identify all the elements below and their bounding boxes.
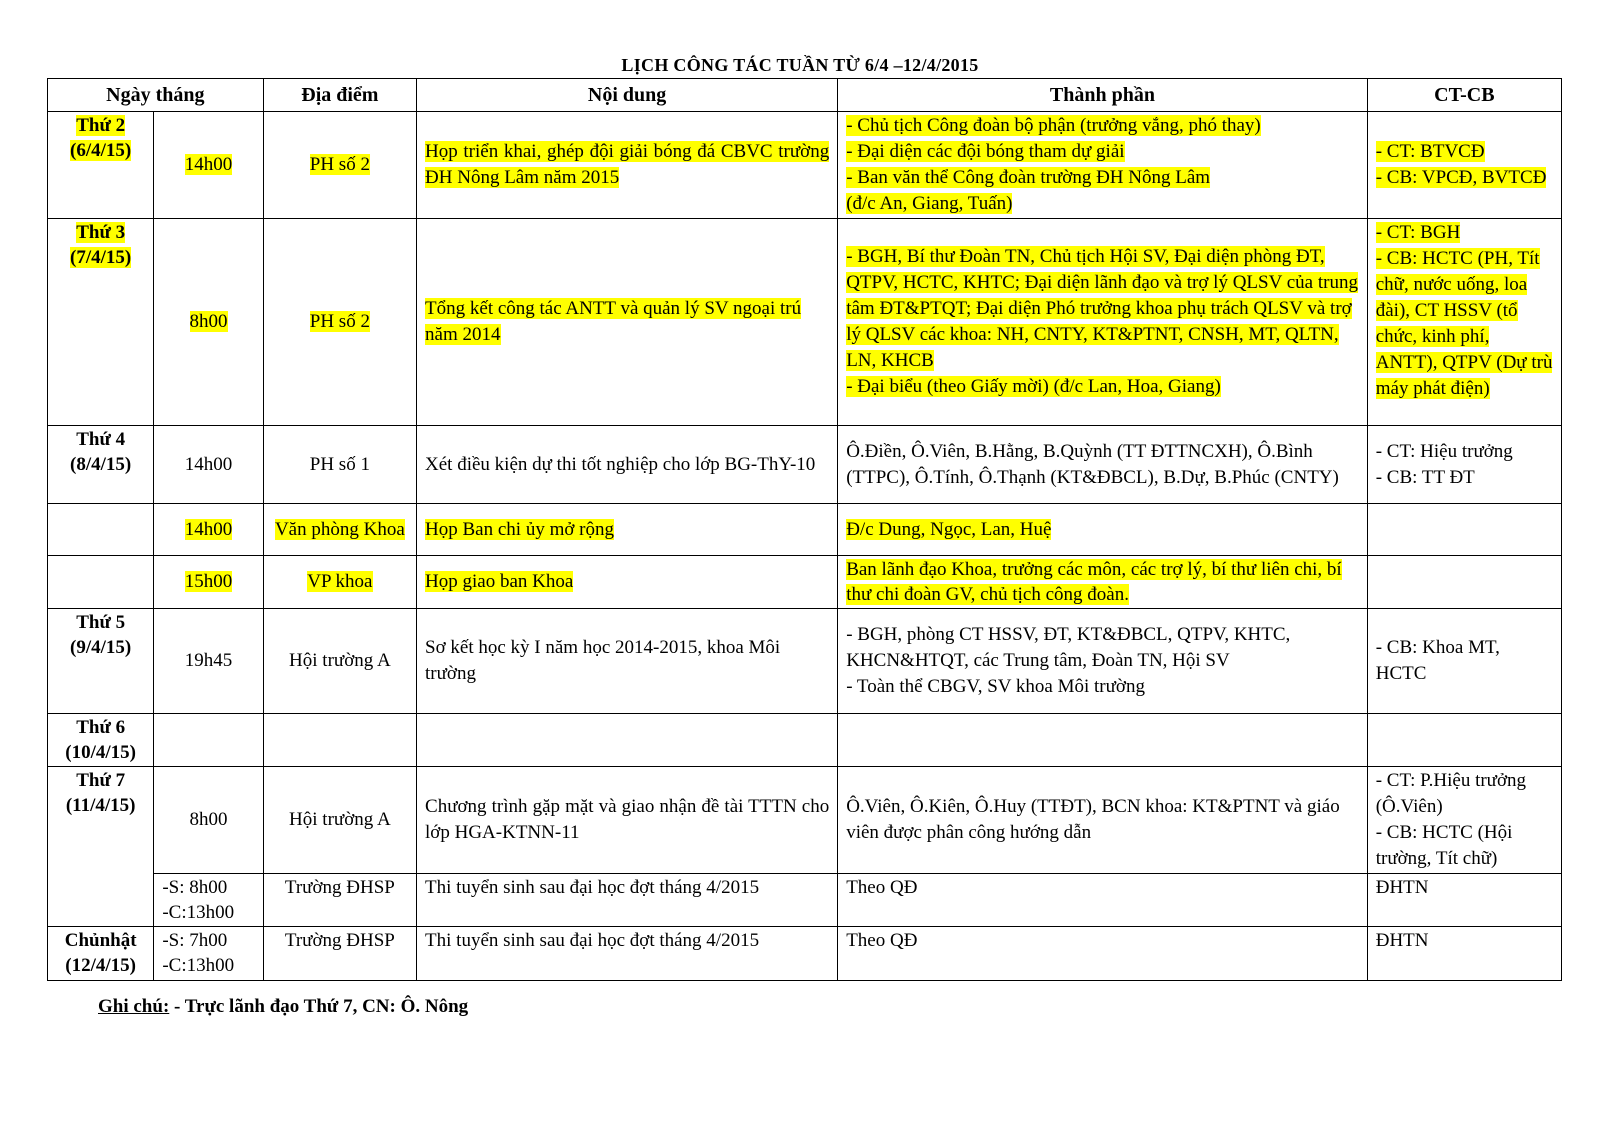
schedule-table xyxy=(47,78,1562,981)
page-title: LỊCH CÔNG TÁC TUẦN TỪ 6/4 –12/4/2015 xyxy=(621,55,979,75)
content-cell: Họp Ban chi ủy mở rộng xyxy=(425,518,614,540)
header-place: Địa điểm xyxy=(263,79,416,112)
ctcb-line: - CB: VPCĐ, BVTCĐ xyxy=(1375,167,1547,188)
place-cell: Hội trường A xyxy=(263,767,416,874)
day-date: (6/4/15) xyxy=(70,140,132,161)
ctcb-line: - CB: TT ĐT xyxy=(1375,466,1475,488)
day-name: Thứ 2 xyxy=(76,115,126,136)
table-row xyxy=(48,219,1562,426)
day-name: Thứ 7 xyxy=(76,770,126,791)
members-cell: Đ/c Dung, Ngọc, Lan, Huệ xyxy=(846,518,1052,540)
time-cell: 14h00 xyxy=(184,518,233,540)
place-cell: PH số 1 xyxy=(263,426,416,504)
day-name: Thứ 5 xyxy=(76,612,126,633)
day-date: (8/4/15) xyxy=(70,454,132,475)
members-line: - BGH, phòng CT HSSV, ĐT, KT&ĐBCL, QTPV, KHTC, KHCN&HTQT, các Trung tâm, Đoàn TN, Hội SV xyxy=(846,624,1291,671)
table-header-row xyxy=(48,79,1562,112)
members-line: (đ/c An, Giang, Tuấn) xyxy=(846,193,1013,214)
members-cell: Theo QĐ xyxy=(838,927,1368,981)
time-cell: 8h00 xyxy=(154,767,263,874)
place-cell: Trường ĐHSP xyxy=(263,874,416,927)
content-cell: Sơ kết học kỳ I năm học 2014-2015, khoa Môi trường xyxy=(417,609,838,714)
ctcb-cell: ĐHTN xyxy=(1367,927,1561,981)
content-cell: Thi tuyển sinh sau đại học đợt tháng 4/2015 xyxy=(417,874,838,927)
members-cell: Ban lãnh đạo Khoa, trưởng các môn, các trợ lý, bí thư liên chi, bí thư chi đoàn GV, chủ tịch công đoàn. xyxy=(846,559,1342,605)
day-date: (11/4/15) xyxy=(65,795,136,816)
header-members: Thành phần xyxy=(838,79,1368,112)
place-cell: Văn phòng Khoa xyxy=(274,518,405,540)
time-line: -C:13h00 xyxy=(162,902,235,923)
header-content: Nội dung xyxy=(417,79,838,112)
time-cell: 8h00 xyxy=(189,311,228,332)
day-date: (10/4/15) xyxy=(65,742,137,763)
day-date: (9/4/15) xyxy=(70,637,132,658)
members-cell: Ô.Viên, Ô.Kiên, Ô.Huy (TTĐT), BCN khoa: KT&PTNT và giáo viên được phân công hướng dẫn xyxy=(838,767,1368,874)
time-line: -S: 8h00 xyxy=(162,877,228,898)
footnote xyxy=(98,996,468,1018)
content-cell: Thi tuyển sinh sau đại học đợt tháng 4/2015 xyxy=(417,927,838,981)
day-cell xyxy=(48,609,154,714)
place-cell: VP khoa xyxy=(307,571,373,592)
table-row xyxy=(48,609,1562,714)
members-line: - Đại biểu (theo Giấy mời) (đ/c Lan, Hoa, Giang) xyxy=(846,376,1221,397)
ctcb-line: - CB: HCTC (PH, Tít chữ, nước uống, loa đài), CT HSSV (tổ chức, kinh phí, ANTT), QTPV (Dự trù máy phát điện) xyxy=(1375,248,1553,399)
content-cell: Họp giao ban Khoa xyxy=(425,571,574,592)
content-cell: Xét điều kiện dự thi tốt nghiệp cho lớp BG-ThY-10 xyxy=(417,426,838,504)
day-date: (7/4/15) xyxy=(70,247,132,268)
day-name: Thứ 3 xyxy=(76,222,126,243)
ctcb-cell: ĐHTN xyxy=(1367,874,1561,927)
table-row xyxy=(48,714,1562,767)
table-row xyxy=(48,767,1562,874)
day-cell xyxy=(48,426,154,504)
time-cell: 15h00 xyxy=(184,571,233,592)
footnote-label: Ghi chú: xyxy=(98,996,170,1017)
header-ctcb: CT-CB xyxy=(1367,79,1561,112)
ctcb-line: - CT: P.Hiệu trưởng (Ô.Viên) xyxy=(1375,770,1527,817)
day-cell xyxy=(48,112,154,219)
day-date: (12/4/15) xyxy=(65,955,137,976)
day-cell xyxy=(48,767,154,927)
day-cell xyxy=(48,927,154,981)
time-line: -S: 7h00 xyxy=(162,930,228,951)
table-row xyxy=(48,927,1562,981)
content-cell: Chương trình gặp mặt và giao nhận đề tài TTTN cho lớp HGA-KTNN-11 xyxy=(417,767,838,874)
content-cell: Họp triển khai, ghép đội giải bóng đá CBVC trường ĐH Nông Lâm năm 2015 xyxy=(425,141,830,188)
table-row xyxy=(48,874,1562,927)
table-row xyxy=(48,112,1562,219)
place-cell: PH số 2 xyxy=(309,154,370,175)
ctcb-line: - CB: HCTC (Hội trường, Tít chữ) xyxy=(1375,822,1513,869)
table-row xyxy=(48,504,1562,556)
footnote-text: - Trực lãnh đạo Thứ 7, CN: Ô. Nông xyxy=(169,996,469,1017)
ctcb-cell: - CB: Khoa MT, HCTC xyxy=(1367,609,1561,714)
table-row xyxy=(48,556,1562,609)
day-name: Thứ 6 xyxy=(76,717,126,738)
day-cell xyxy=(48,219,154,426)
ctcb-line: - CT: Hiệu trưởng xyxy=(1375,440,1513,462)
members-cell: Theo QĐ xyxy=(838,874,1368,927)
place-cell: Hội trường A xyxy=(263,609,416,714)
place-cell: Trường ĐHSP xyxy=(263,927,416,981)
day-name: Chủnhật xyxy=(64,930,137,951)
content-cell: Tổng kết công tác ANTT và quản lý SV ngoại trú năm 2014 xyxy=(425,298,802,345)
members-cell: Ô.Điền, Ô.Viên, B.Hằng, B.Quỳnh (TT ĐTTNCXH), Ô.Bình (TTPC), Ô.Tính, Ô.Thạnh (KT&ĐBCL), B.Dự, B.Phúc (CNTY) xyxy=(838,426,1368,504)
header-day: Ngày tháng xyxy=(48,79,264,112)
day-name: Thứ 4 xyxy=(76,429,126,450)
time-cell: 14h00 xyxy=(154,426,263,504)
time-cell: 14h00 xyxy=(184,154,233,175)
members-line: - Chủ tịch Công đoàn bộ phận (trưởng vắng, phó thay) xyxy=(846,115,1261,136)
table-row xyxy=(48,426,1562,504)
ctcb-line: - CT: BTVCĐ xyxy=(1375,141,1485,162)
place-cell: PH số 2 xyxy=(309,311,370,332)
time-line: -C:13h00 xyxy=(162,955,235,976)
time-cell: 19h45 xyxy=(154,609,263,714)
ctcb-line: - CT: BGH xyxy=(1375,222,1461,243)
members-line: - Ban văn thể Công đoàn trường ĐH Nông Lâm xyxy=(846,167,1211,188)
members-line: - Toàn thể CBGV, SV khoa Môi trường xyxy=(846,676,1145,697)
members-line: - BGH, Bí thư Đoàn TN, Chủ tịch Hội SV, Đại diện phòng ĐT, QTPV, HCTC, KHTC; Đại diện lãnh đạo và trợ lý QLSV của trung tâm ĐT&PTQT; Đại diện Phó trưởng khoa phụ trách QLSV và trợ lý QLSV các khoa: NH, CNTY, KT&PTNT, CNSH, MT, QLTN, LN, KHCB xyxy=(846,246,1358,371)
day-cell xyxy=(48,714,154,767)
members-line: - Đại diện các đội bóng tham dự giải xyxy=(846,141,1125,162)
